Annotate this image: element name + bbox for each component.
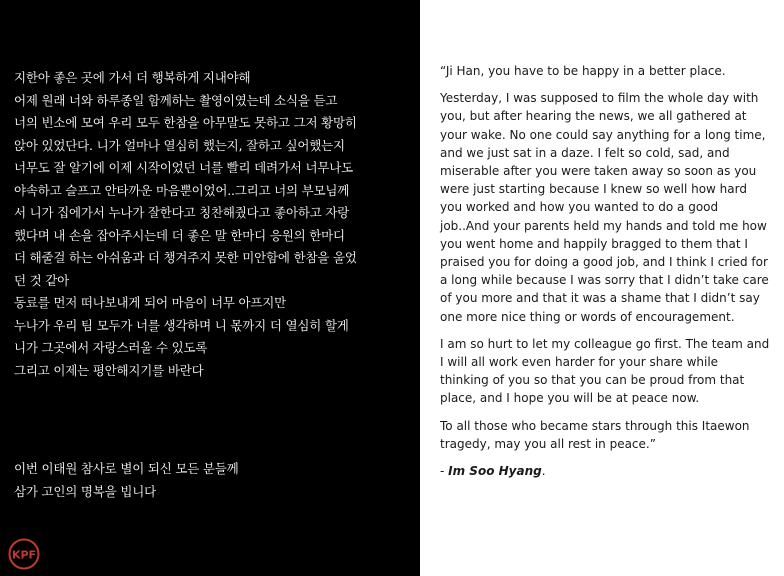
korean-message: [14, 67, 414, 382]
kpf-logo-icon: [8, 538, 40, 570]
korean-closing-line: 이번 이태원 참사로 별이 되신 모든 분들께: [14, 461, 239, 476]
korean-line: 누나가 우리 팀 모두가 너를 생각하며 니 몫까지 더 열심히 할게: [14, 317, 349, 333]
korean-line: 너의 빈소에 모여 우리 모두 한참을 아무말도 못하고 그저 황망히: [14, 115, 357, 130]
korean-line: 앉아 있었단다. 니가 얼마나 열심히 했는지, 잘하고 싶어했는지: [14, 137, 345, 153]
korean-line: 했다며 내 손을 잡아주시는데 더 좋은 말 한마디 응원의 한마디: [14, 227, 345, 243]
korean-condolence: [14, 458, 414, 503]
korean-line: 서 니가 집에가서 누나가 잘한다고 칭찬해줬다고 좋아하고 자랑: [14, 205, 350, 220]
korean-line: 그리고 이제는 평안해지기를 바란다: [14, 362, 204, 378]
translation-paragraph: Yesterday, I was supposed to film the whole day with you, but after hearing the news, we all gathered at your wake. No one could say anything for a long time, and we just sat in a daze. I felt so cold, sad, and miserable after you were taken away so soon as you were just starting because I knew so well how hard you worked and how you wanted to do a good job..And your parents held my hands and told me how you went home and happily bragged to them that I praised you for doing a good job, and I think I cried for a long while because I was sorry that I didn’t take care of you more and that it was a shame that I didn’t say one more nice thing or words of encouragement.: [440, 91, 769, 324]
korean-line: 동료를 먼저 떠나보내게 되어 마음이 너무 아프지만: [14, 295, 287, 310]
signature-period: .: [541, 464, 546, 479]
korean-line: 니가 그곳에서 자랑스러울 수 있도록: [14, 340, 208, 355]
translation-paragraph: I am so hurt to let my colleague go first. The team and I will all work even harder for your share while thinking of you so that you can be proud from that place, and I hope you will be at peace now.: [440, 336, 770, 406]
signature: [440, 462, 770, 480]
korean-line: 너무도 잘 알기에 이제 시작이었던 너를 빨리 데려가서 너무나도: [14, 160, 353, 175]
english-translation-panel: [420, 0, 784, 576]
translation-paragraph: To all those who became stars through this Itaewon tragedy, may you all rest in peace.”: [440, 418, 750, 451]
korean-closing-line: 삼가 고인의 명복을 빕니다: [14, 483, 156, 499]
korean-line: 야속하고 슬프고 안타까운 마음뿐이었어..그리고 너의 부모님께: [14, 182, 350, 198]
translation-paragraph: “Ji Han, you have to be happy in a better place.: [440, 64, 726, 78]
korean-line: 지한아 좋은 곳에 가서 더 행복하게 지내야해: [14, 70, 251, 85]
signature-dash: -: [440, 464, 449, 479]
logo-text: KPF: [11, 548, 37, 562]
korean-line: 어제 원래 너와 하루종일 함께하는 촬영이였는데 소식을 듣고: [14, 92, 338, 108]
korean-line: 던 것 같아: [14, 272, 70, 288]
korean-line: 더 해줄걸 하는 아쉬움과 더 챙겨주지 못한 미안함에 한참을 울었: [14, 250, 357, 265]
english-translation: [440, 62, 770, 489]
signature-name: Im Soo Hyang: [448, 464, 542, 479]
